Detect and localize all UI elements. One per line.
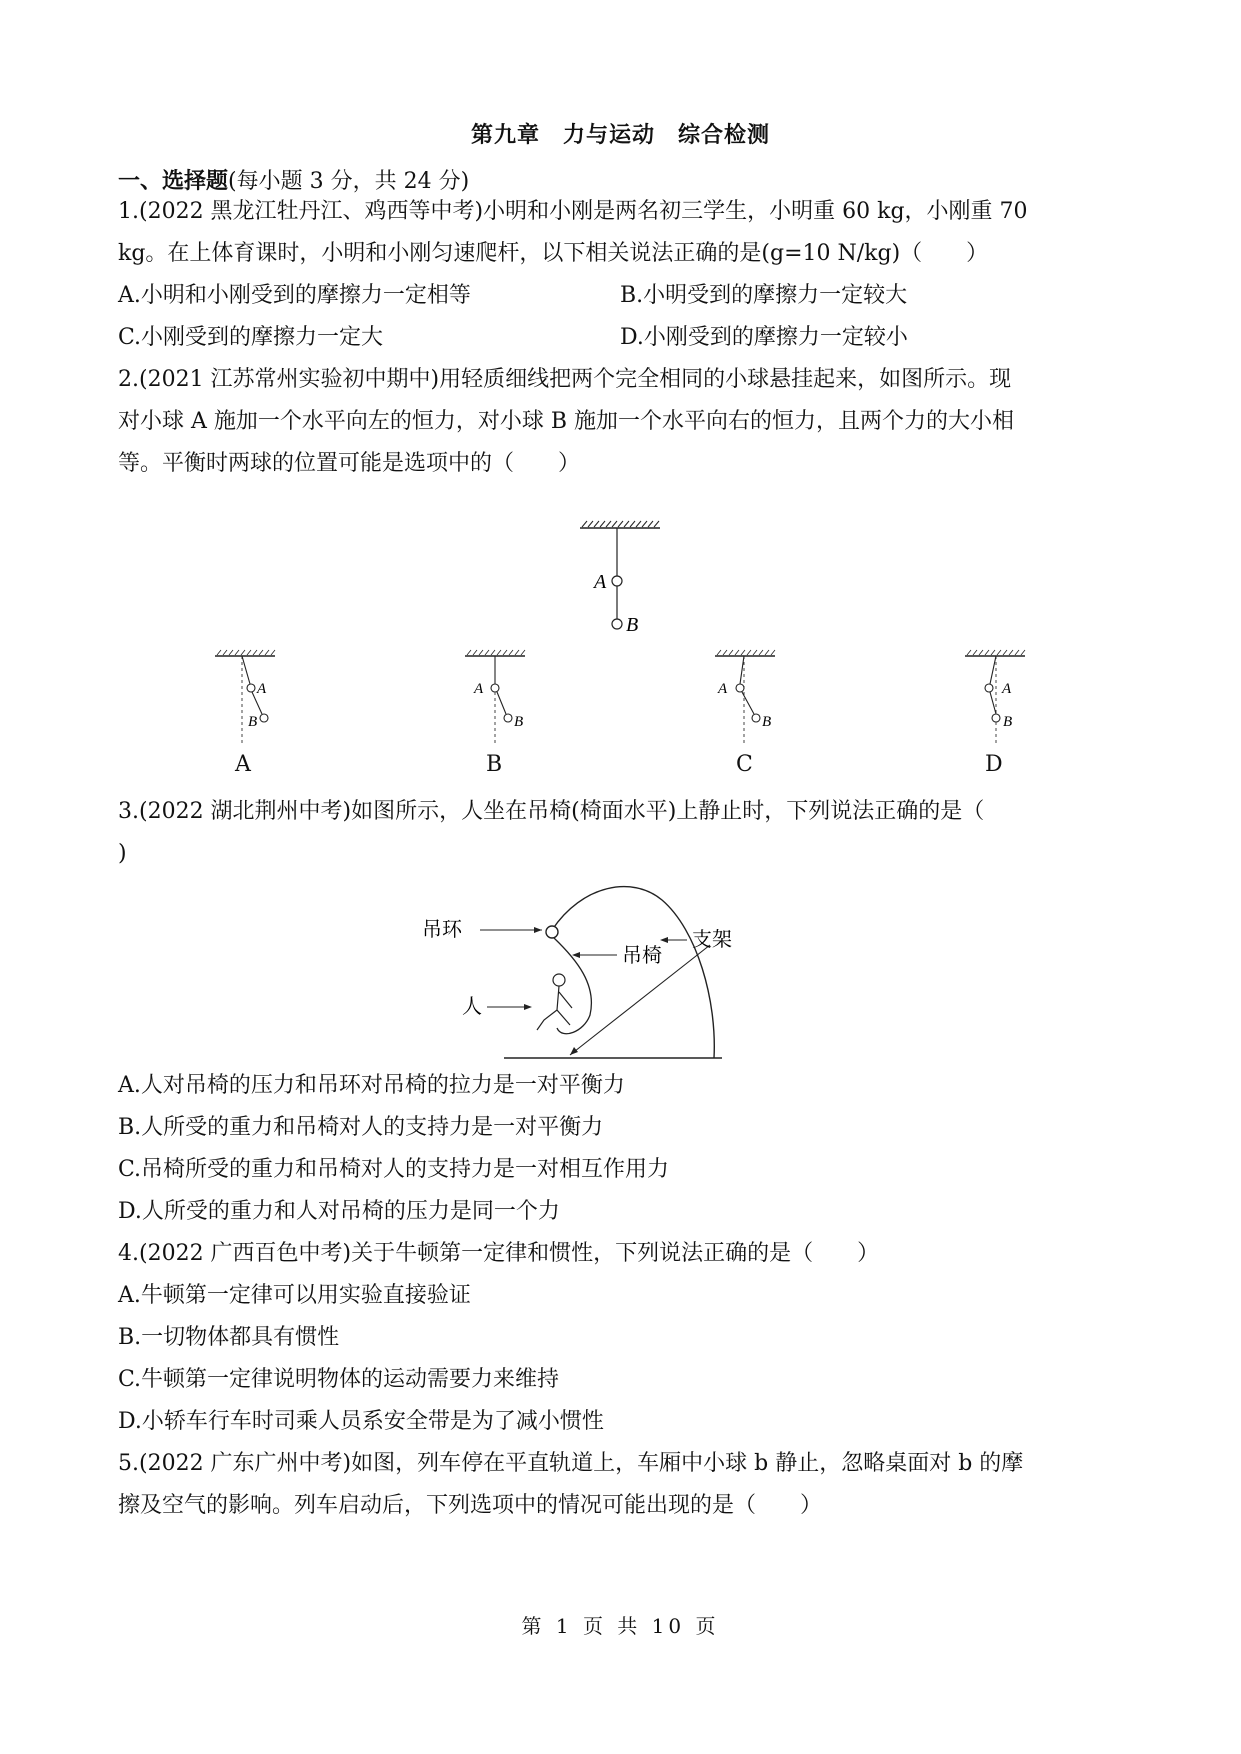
q4-option-c: C.牛顿第一定律说明物体的运动需要力来维持 (118, 1367, 560, 1392)
q2-choice-b: B (486, 752, 503, 777)
person-label: 人 (462, 996, 482, 1018)
ceiling-hatch (580, 521, 660, 528)
ball-a-label: A (718, 681, 728, 697)
q3-option-c: C.吊椅所受的重力和吊椅对人的支持力是一对相互作用力 (118, 1157, 670, 1182)
q2-option-c-figure (700, 648, 790, 768)
person-body (537, 986, 572, 1030)
stand-label: 支架 (692, 929, 732, 951)
q1-line2: kg。在上体育课时，小明和小刚匀速爬杆，以下相关说法正确的是(g=10 N/kg)（ ） (118, 241, 989, 266)
q2-choice-c: C (736, 752, 753, 777)
ball-a-label: A (474, 681, 484, 697)
person-head (553, 974, 565, 986)
ball-a (612, 576, 622, 586)
q5-line1: 5.(2022 广东广州中考)如图，列车停在平直轨道上，车厢中小球 b 静止，忽略桌面对 b 的摩 (118, 1451, 1024, 1476)
chair-label: 吊椅 (622, 945, 662, 967)
q2-option-d-figure (950, 648, 1040, 768)
q4-line1: 4.(2022 广西百色中考)关于牛顿第一定律和惯性，下列说法正确的是（ ） (118, 1241, 880, 1266)
stand-arc (552, 887, 714, 1058)
ring-circle (546, 926, 558, 938)
q1-line1: 1.(2022 黑龙江牡丹江、鸡西等中考)小明和小刚是两名初三学生，小明重 60 kg，小刚重 70 (118, 199, 1028, 224)
q3-option-b: B.人所受的重力和吊椅对人的支持力是一对平衡力 (118, 1115, 604, 1140)
q3-swing-chair-figure (422, 880, 782, 1060)
ball-b-label: B (248, 714, 258, 730)
q3-option-a: A.人对吊椅的压力和吊环对吊椅的拉力是一对平衡力 (118, 1073, 625, 1098)
q2-main-figure (570, 518, 680, 643)
q2-line2: 对小球 A 施加一个水平向左的恒力，对小球 B 施加一个水平向右的恒力，且两个力的大小相 (118, 409, 1015, 434)
q4-option-b: B.一切物体都具有惯性 (118, 1325, 340, 1350)
q2-line1: 2.(2021 江苏常州实验初中期中)用轻质细线把两个完全相同的小球悬挂起来，如图所示。现 (118, 367, 1012, 392)
ball-b-label: B (1003, 714, 1013, 730)
section-title: 一、选择题 (118, 169, 229, 194)
q1-option-a: A.小明和小刚受到的摩擦力一定相等 (118, 283, 471, 308)
ring-label: 吊环 (422, 919, 462, 941)
q3-option-d: D.人所受的重力和人对吊椅的压力是同一个力 (118, 1199, 560, 1224)
q5-line2: 擦及空气的影响。列车启动后，下列选项中的情况可能出现的是（ ） (118, 1493, 823, 1518)
ball-a-label: A (257, 681, 267, 697)
q2-option-b-figure (450, 648, 540, 768)
q4-option-a: A.牛顿第一定律可以用实验直接验证 (118, 1283, 471, 1308)
q2-option-a-figure (200, 648, 290, 768)
q1-option-b: B.小明受到的摩擦力一定较大 (620, 283, 908, 308)
q4-option-d: D.小轿车行车时司乘人员系安全带是为了减小惯性 (118, 1409, 604, 1434)
ball-a-label: A (594, 571, 607, 593)
page-footer: 第 1 页 共 10 页 (521, 1614, 720, 1638)
ball-a-label: A (1002, 681, 1012, 697)
section-note: (每小题 3 分，共 24 分) (228, 169, 470, 194)
ball-b-label: B (762, 714, 772, 730)
q1-option-d: D.小刚受到的摩擦力一定较小 (620, 325, 908, 350)
q3-line1: 3.(2022 湖北荆州中考)如图所示，人坐在吊椅(椅面水平)上静止时，下列说法正确的是（ (118, 799, 985, 824)
page-title: 第九章 力与运动 综合检测 (470, 123, 770, 148)
q1-option-c: C.小刚受到的摩擦力一定大 (118, 325, 384, 350)
q2-choice-a: A (235, 752, 251, 777)
ball-b (612, 619, 622, 629)
q2-line3: 等。平衡时两球的位置可能是选项中的（ ） (118, 451, 581, 476)
ball-b-label: B (514, 714, 524, 730)
section-heading (118, 164, 469, 195)
q2-choice-d: D (985, 752, 1003, 777)
q3-line2: ) (118, 841, 127, 866)
ball-b-label: B (626, 614, 639, 636)
